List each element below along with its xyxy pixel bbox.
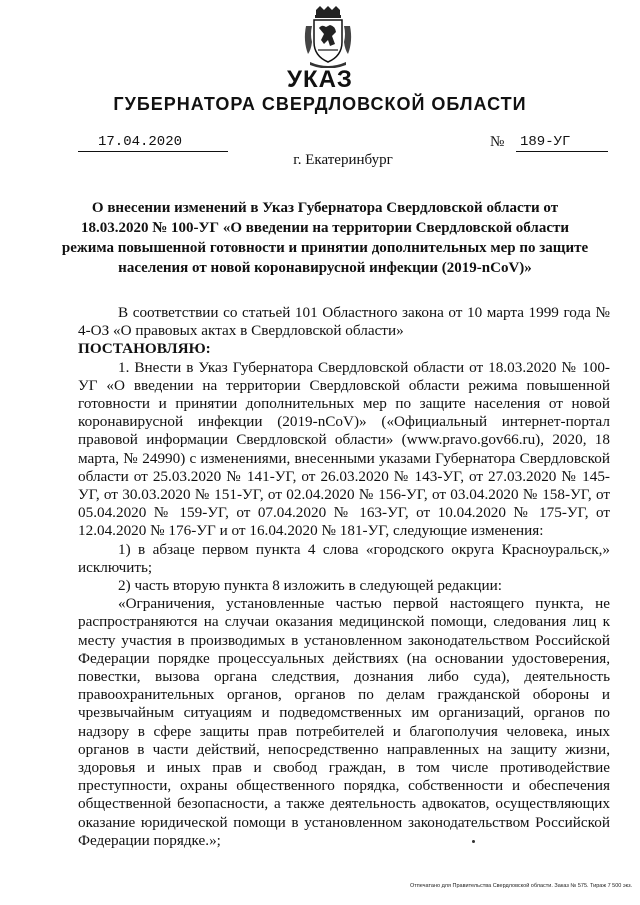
document-number: 189-УГ [516,133,608,152]
issuer-title: ГУБЕРНАТОРА СВЕРДЛОВСКОЙ ОБЛАСТИ [113,94,527,114]
document-date: 17.04.2020 [78,133,228,152]
coat-of-arms-icon [302,6,354,68]
document-body [78,304,610,850]
subitem-1-paragraph: 1) в абзаце первом пункта 4 слова «городского округа Красноуральск,» исключить; [78,540,610,576]
quoted-text-paragraph: «Ограничения, установленные частью первой настоящего пункта, не распространяются на случаи оказания медицинской помощи, следования лиц к месту участия в производимых в установленном законодательством Российской Федерации порядке процессуальных действиях (на основании удостоверения, повестки, вызова органа следствия, дознания либо суда), деятельность правоохранительных органов, органов по делам гражданской обороны и чрезвычайным ситуациям и подведомственных им организаций, органов по надзору в сфере защиты прав потребителей и благополучия человека, иных органов в части действий, непосредственно направленных на защиту жизни, здоровья и иных прав и свобод граждан, в том числе противодействие преступности, охраны общественного порядка, собственности и обеспечения общественной безопасности, а также деятельность адвокатов, осуществляющих оказание юридической помощи в установленном законодательством Российской Федерации порядке.»; [78,595,610,849]
document-heading: О внесении изменений в Указ Губернатора Свердловской области от 18.03.2020 № 100-УГ «О введении на территории Свердловской области режима повышенной готовности и принятии дополнительных мер по защите населения от новой коронавирусной инфекции (2019-nCoV)» [61,200,589,276]
document-number-label: № [490,134,505,150]
preamble-paragraph: В соответствии со статьей 101 Областного закона от 10 марта 1999 года № 4-ОЗ «О правовых актах в Свердловской области» [78,304,610,340]
item-1-paragraph: 1. Внести в Указ Губернатора Свердловской области от 18.03.2020 № 100-УГ «О введении на территории Свердловской области режима повышенной готовности и принятии дополнительных мер по защите населения от новой коронавирусной инфекции (2019-nCoV)» («Официальный интернет-портал правовой информации Свердловской области» (www.pravo.gov66.ru), 2020, 18 марта, № 24990) с изменениями, внесенными указами Губернатора Свердловской области от 25.03.2020 № 141-УГ, от 26.03.2020 № 143-УГ, от 27.03.2020 № 145-УГ, от 30.03.2020 № 151-УГ, от 02.04.2020 № 156-УГ, от 03.04.2020 № 158-УГ, от 05.04.2020 № 159-УГ, от 07.04.2020 № 163-УГ, от 10.04.2020 № 175-УГ, от 12.04.2020 № 176-УГ и от 16.04.2020 № 181-УГ, следующие изменения: [78,358,610,540]
subitem-2-paragraph: 2) часть вторую пункта 8 изложить в следующей редакции: [118,577,503,595]
document-city: г. Екатеринбург [293,152,393,168]
print-footer: Отпечатано для Правительства Свердловской области. Заказ № 575. Тираж 7 500 экз. [410,883,633,889]
stray-mark [472,840,475,843]
document-type-title: УКАЗ [287,66,353,93]
decree-word: ПОСТАНОВЛЯЮ: [78,340,211,358]
